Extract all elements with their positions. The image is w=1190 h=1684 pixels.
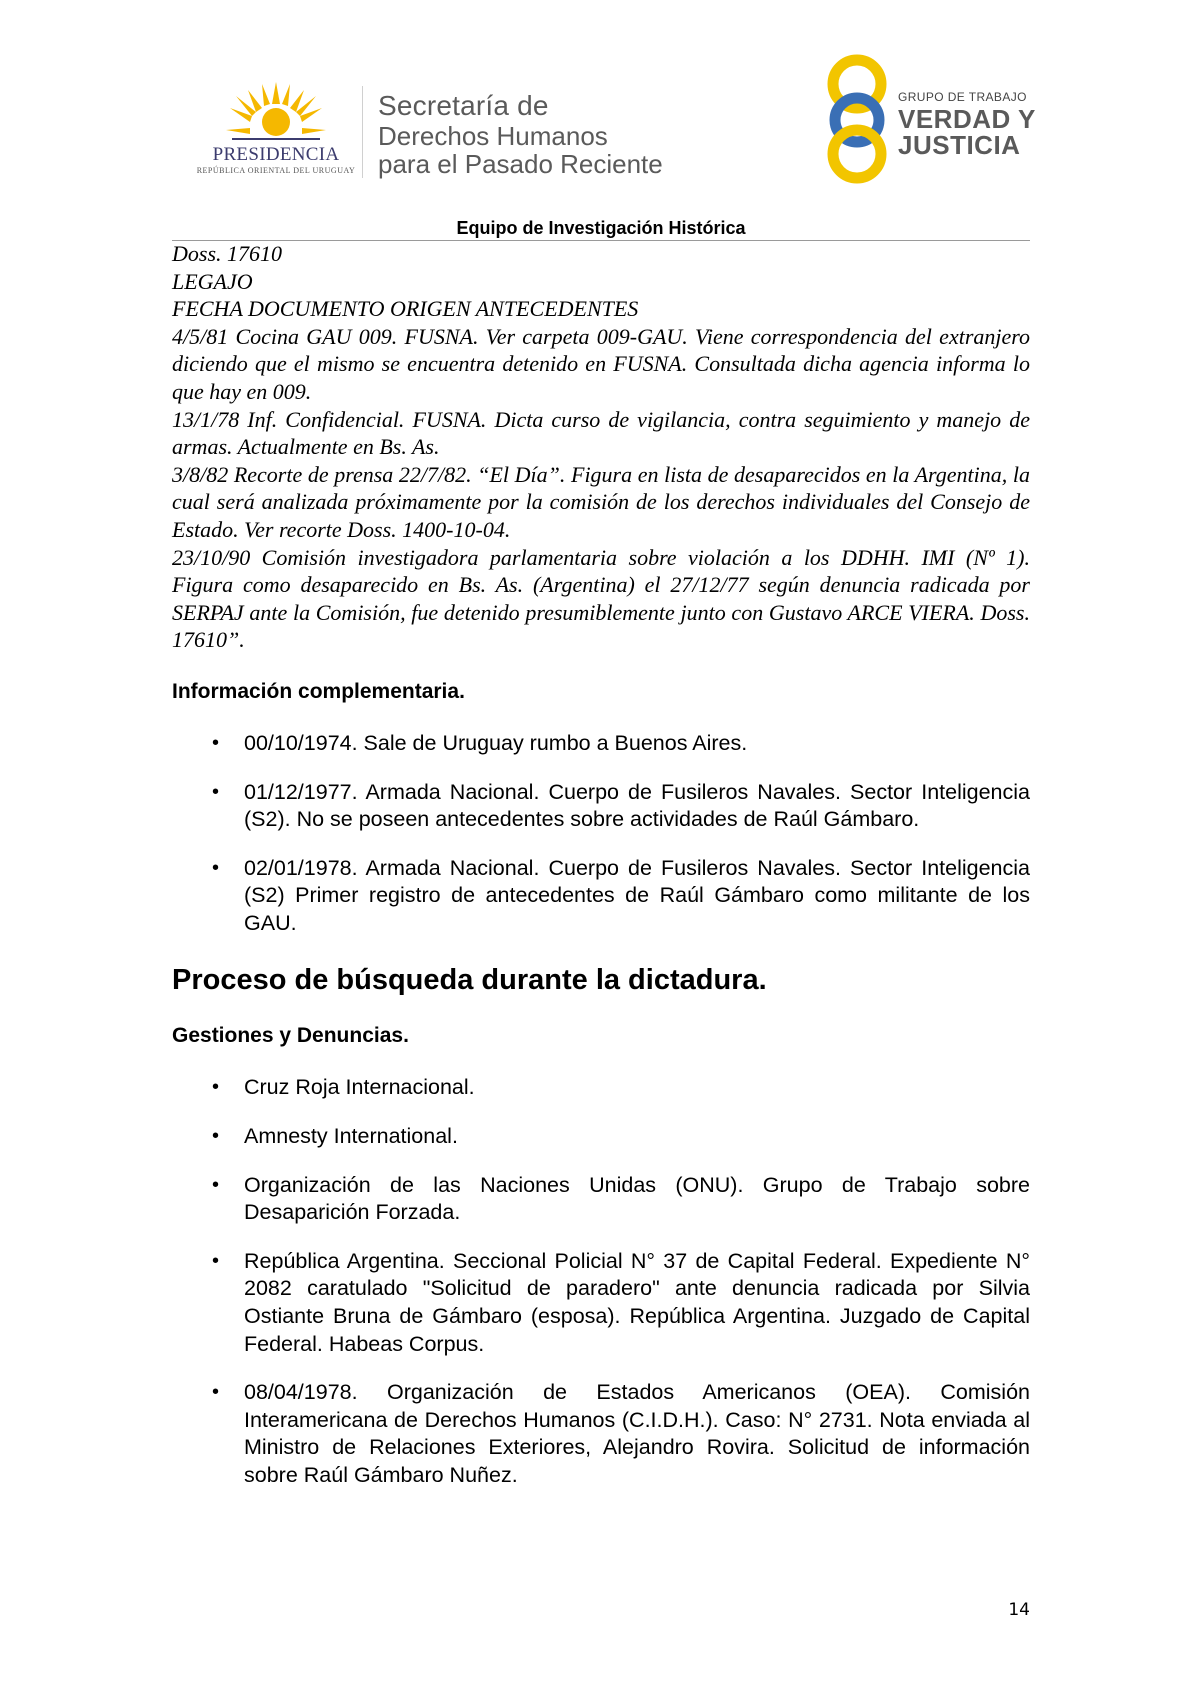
gtvj-big-text-1: VERDAD Y (898, 104, 1036, 134)
legajo-block (172, 240, 1030, 654)
presidencia-subtitle: REPÚBLICA ORIENTAL DEL URUGUAY (196, 166, 356, 175)
document-body (172, 240, 1030, 1490)
legajo-line: LEGAJO (172, 268, 253, 294)
legajo-line: Doss. 17610 (172, 241, 283, 266)
legajo-entry: 3/8/82 Recorte de prensa 22/7/82. “El Día”. Figura en lista de desaparecidos en la Argentina, la cual será analizada próximamente por la comisión de los derechos individuales del Consejo de Estado. Ver recorte Doss. 1400-10-04. (172, 461, 1030, 542)
gtvj-big-text-2: JUSTICIA (898, 130, 1021, 160)
legajo-line: FECHA DOCUMENTO ORIGEN ANTECEDENTES (172, 296, 639, 322)
list-item: • 02/01/1978. Armada Nacional. Cuerpo de Fusileros Navales. Sector Inteligencia (S2) Primer registro de antecedentes de Raúl Gámbaro como militante de los GAU. (172, 855, 1030, 938)
section-heading-info: Información complementaria. (172, 679, 465, 703)
gtvj-logo (822, 54, 1036, 184)
team-title: Equipo de Investigación Histórica (456, 218, 746, 238)
gtvj-small-text: GRUPO DE TRABAJO (898, 90, 1027, 104)
list-item: • Organización de las Naciones Unidas (ONU). Grupo de Trabajo sobre Desaparición Forzada. (172, 1172, 1030, 1227)
page-number: 14 (1008, 1600, 1030, 1620)
presidencia-wordmark: PRESIDENCIA (212, 144, 340, 165)
subheading-gestiones: Gestiones y Denuncias. (172, 1024, 409, 1048)
section-heading-proceso: Proceso de búsqueda durante la dictadura. (172, 964, 767, 997)
legajo-entry: 4/5/81 Cocina GAU 009. FUSNA. Ver carpeta 009-GAU. Viene correspondencia del extranjero diciendo que el mismo se encuentra detenido en FUSNA. Consultada dicha agencia informa lo que hay en 009. (172, 323, 1030, 404)
legajo-entry: 23/10/90 Comisión investigadora parlamentaria sobre violación a los DDHH. IMI (Nº 1). Figura como desaparecido en Bs. As. (Argentina) el 27/12/77 según denuncia radicada por SERPAJ ante la Comisión, fue detenido presumiblemente junto con Gustavo ARCE VIERA. Doss. 17610”. (172, 544, 1030, 653)
legajo-entry: 13/1/78 Inf. Confidencial. FUSNA. Dicta curso de vigilancia, contra seguimiento y manejo de armas. Actualmente en Bs. As. (172, 406, 1030, 460)
presidencia-logo (196, 82, 356, 178)
list-item: • 01/12/1977. Armada Nacional. Cuerpo de Fusileros Navales. Sector Inteligencia (S2). No se poseen antecedentes sobre actividades de Raúl Gámbaro. (172, 779, 1030, 834)
secretaria-line-2: Derechos Humanos (378, 121, 608, 151)
secretaria-line-1: Secretaría de (378, 90, 549, 121)
sun-icon (226, 82, 326, 144)
list-item: • Cruz Roja Internacional. (172, 1074, 1030, 1102)
header-divider (362, 86, 363, 178)
interlinked-rings-icon (822, 54, 892, 184)
info-list (172, 730, 1030, 938)
list-item: • Amnesty International. (172, 1123, 1030, 1151)
secretaria-line-3: para el Pasado Reciente (378, 149, 663, 179)
list-item: • 00/10/1974. Sale de Uruguay rumbo a Buenos Aires. (172, 730, 1030, 758)
list-item: • República Argentina. Seccional Policial N° 37 de Capital Federal. Expediente N° 2082 caratulado "Solicitud de paradero" ante denuncia radicada por Silvia Ostiante Bruna de Gámbaro (esposa). República Argentina. Juzgado de Capital Federal. Habeas Corpus. (172, 1248, 1030, 1358)
secretaria-logo-text (378, 90, 663, 178)
list-item: • 08/04/1978. Organización de Estados Americanos (OEA). Comisión Interamericana de Derechos Humanos (C.I.D.H.). Caso: N° 2731. Nota enviada al Ministro de Relaciones Exteriores, Alejandro Rovira. Solicitud de información sobre Raúl Gámbaro Nuñez. (172, 1379, 1030, 1489)
gestiones-list (172, 1074, 1030, 1489)
